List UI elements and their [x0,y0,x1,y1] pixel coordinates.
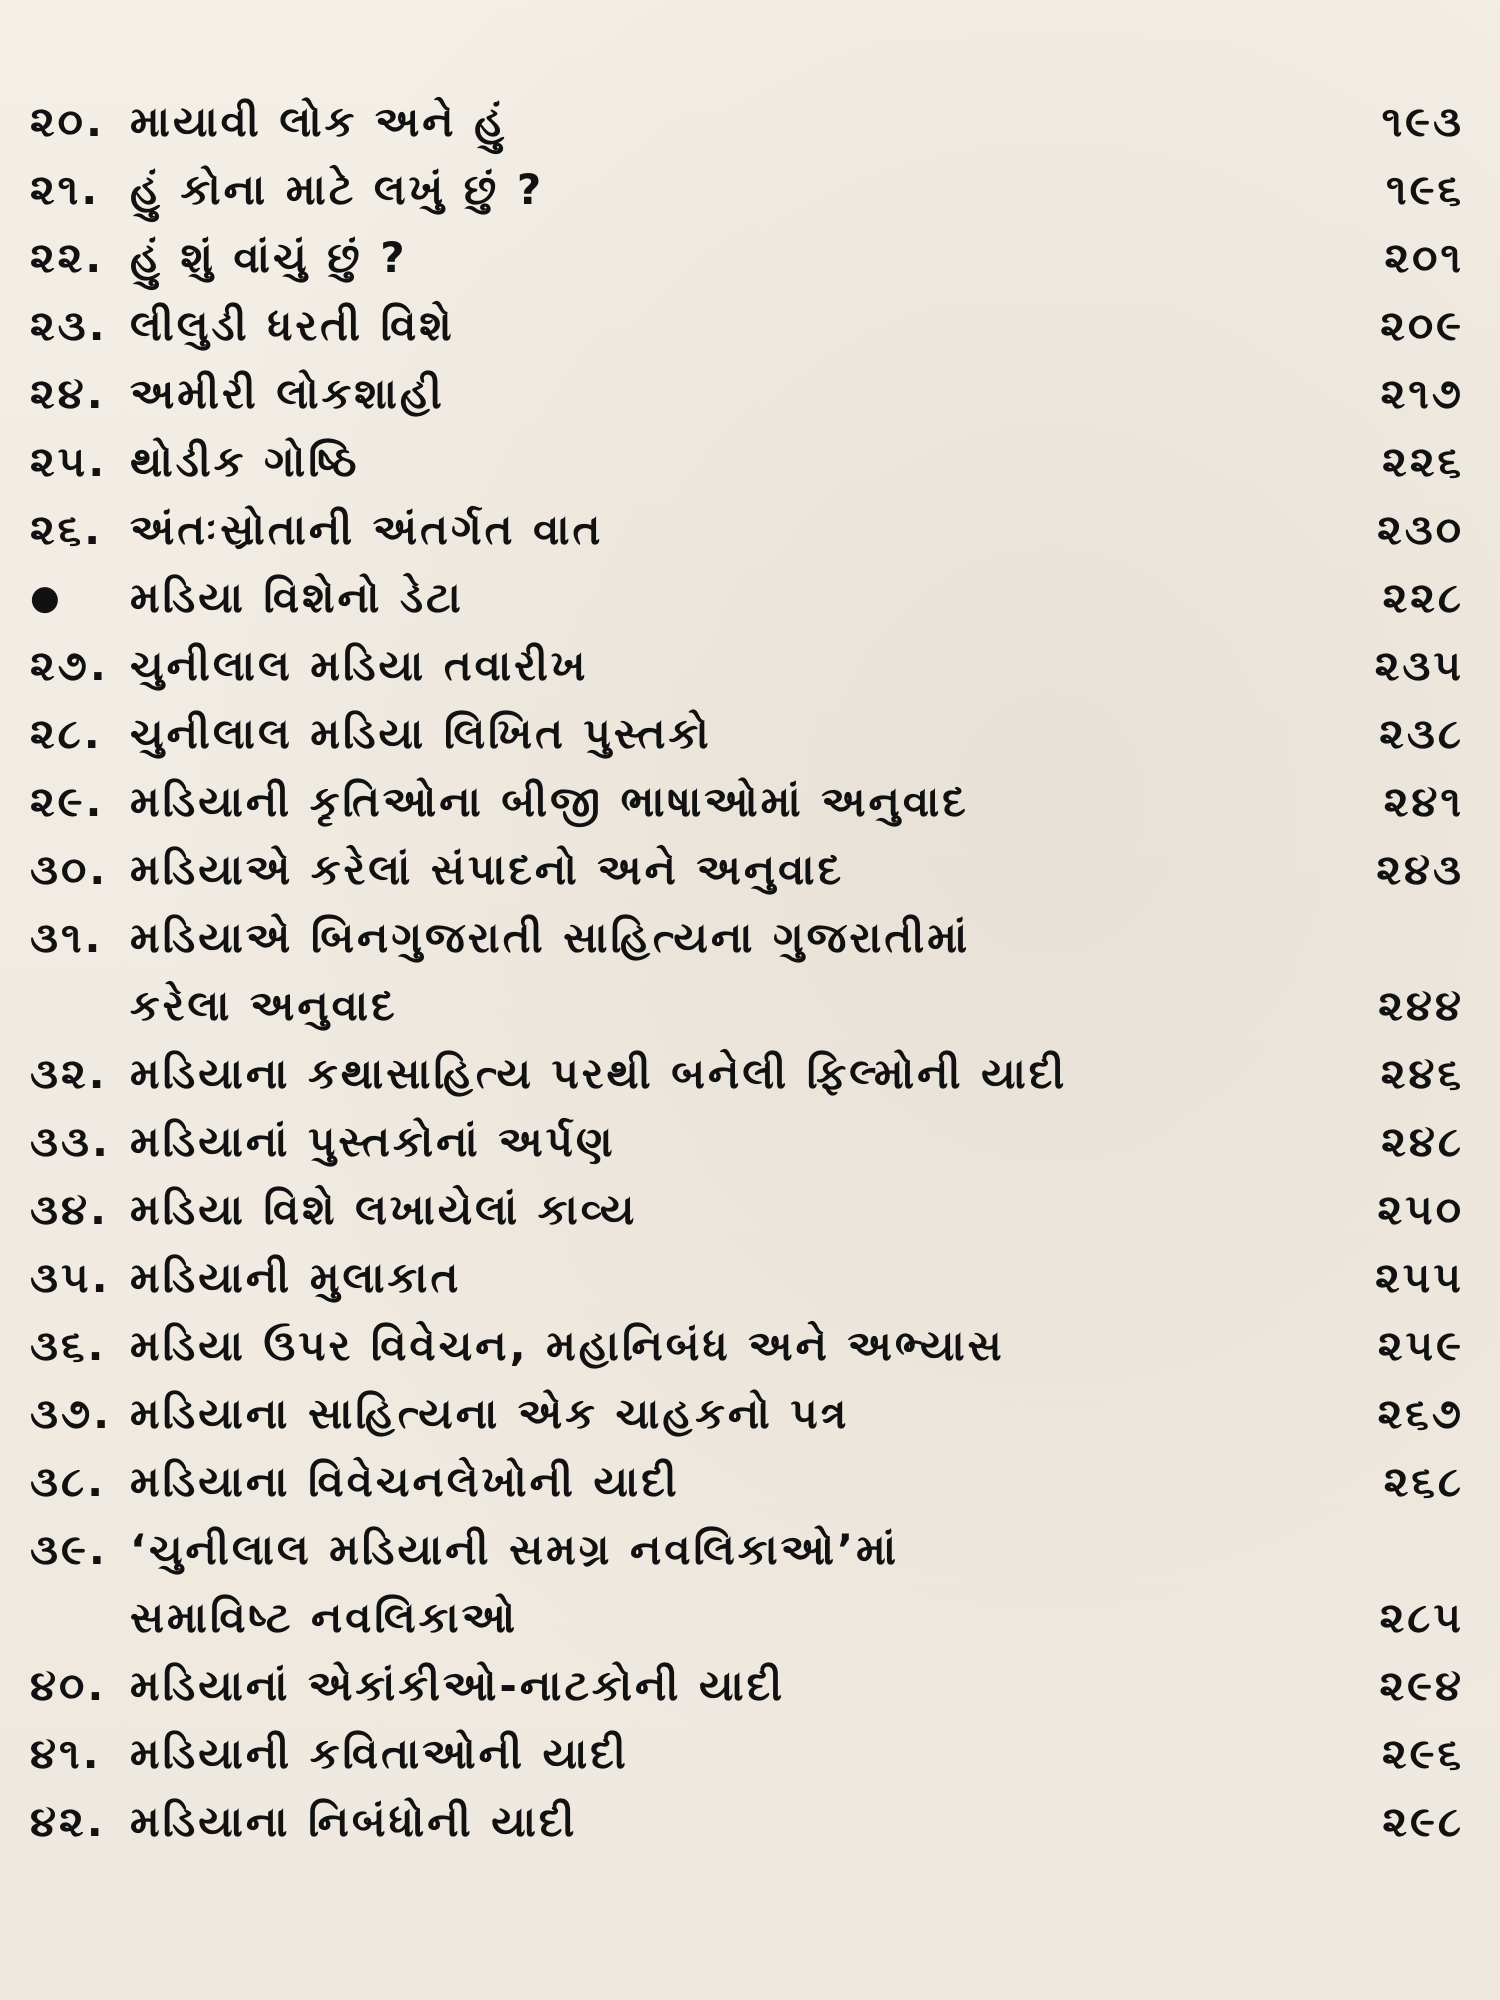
entry-title: મડિયાની મુલાકાત [130,1253,462,1302]
entry-number: ૩૧. [30,913,104,962]
toc-entry [30,1176,1470,1244]
entry-number: ૪૨. [30,1797,106,1846]
entry-body [130,1108,1470,1176]
entry-body [130,1448,1470,1516]
entry-title: મડિયાના વિવેચનલેખોની યાદી [130,1457,680,1506]
entry-title: મડિયાનાં પુસ્તકોનાં અર્પણ [130,1117,616,1166]
entry-title: સમાવિષ્ટ નવલિકાઓ [130,1593,519,1642]
entry-number: ૨૨. [30,233,105,282]
entry-title: મડિયાએ કરેલાં સંપાદનો અને અનુવાદ [130,845,845,894]
entry-body [130,564,1470,632]
entry-body [130,1788,1470,1856]
entry-body [130,156,1470,224]
entry-number: ૩૦. [30,845,109,894]
entry-number: ૨૦. [30,97,105,146]
entry-line [130,1380,1470,1448]
entry-number: ૪૦. [30,1661,107,1710]
entry-line [130,1448,1470,1516]
entry-title: હું કોના માટે લખું છું ? [130,165,545,214]
entry-page-number: ૨૨૮ [1382,573,1464,622]
entry-body [130,768,1470,836]
entry-title: લીલુડી ધરતી વિશે [130,301,455,350]
entry-line [130,1720,1470,1788]
entry-page-number: ૨૮૫ [1379,1593,1464,1642]
entry-body [130,496,1470,564]
entry-line [130,360,1470,428]
entry-body [130,88,1470,156]
toc-entry [30,768,1470,836]
entry-body [130,1380,1470,1448]
entry-body [130,1040,1470,1108]
entry-page-number: ૨૬૭ [1377,1389,1464,1438]
entry-line [130,768,1470,836]
toc-entry [30,1380,1470,1448]
entry-number: ૩૬. [30,1321,107,1370]
entry-line [130,700,1470,768]
entry-title: થોડીક ગોષ્ઠિ [130,437,360,486]
entry-number: ૩૭. [30,1389,113,1438]
entry-title: મડિયાએ બિનગુજરાતી સાહિત્યના ગુજરાતીમાં [130,913,971,962]
toc-entry [30,904,1470,1040]
entry-number: ૩૩. [30,1117,111,1166]
entry-line [130,428,1470,496]
entry-line [130,1516,1470,1584]
entry-line [130,1788,1470,1856]
entry-title: મડિયા વિશે લખાયેલાં કાવ્ય [130,1185,638,1234]
entry-page-number: ૨૩૮ [1379,709,1464,758]
toc-entry [30,156,1470,224]
entry-title: ‘ચુનીલાલ મડિયાની સમગ્ર નવલિકાઓ’માં [130,1525,900,1574]
entry-title: માયાવી લોક અને હું [130,97,508,146]
entry-number: ૨૧. [30,165,101,214]
entry-title: મડિયાની કૃતિઓના બીજી ભાષાઓમાં અનુવાદ [130,777,969,826]
entry-body [130,700,1470,768]
entry-title: મડિયાનાં એકાંકીઓ-નાટકોની યાદી [130,1661,786,1710]
entry-number: ૨૪. [30,369,106,418]
entry-number: ૩૨. [30,1049,108,1098]
entry-title: અમીરી લોકશાહી [130,369,445,418]
entry-number: ૨૭. [30,641,109,690]
toc-entry [30,1312,1470,1380]
entry-line [130,88,1470,156]
entry-line [130,972,1470,1040]
entry-title: ચુનીલાલ મડિયા લિખિત પુસ્તકો [130,709,712,758]
entry-title: મડિયાના કથાસાહિત્ય પરથી બનેલી ફિલ્મોની યાદી [130,1049,1068,1098]
entry-body [130,1176,1470,1244]
entry-body [130,1652,1470,1720]
entry-line [130,632,1470,700]
entry-page-number: ૨૪૧ [1383,777,1464,826]
entry-body [130,1516,1470,1652]
toc-entry [30,700,1470,768]
entry-number: ૩૫. [30,1253,111,1302]
entry-page-number: ૨૩૫ [1374,641,1464,690]
entry-number: ૨૬. [30,505,104,554]
entry-line [130,836,1470,904]
entry-title: અંતઃસ્રોતાની અંતર્ગત વાત [130,505,604,554]
entry-title: મડિયાની કવિતાઓની યાદી [130,1729,629,1778]
entry-body [130,1312,1470,1380]
entry-line [130,1584,1470,1652]
toc-entry [30,836,1470,904]
entry-number: ૨૫. [30,437,108,486]
toc-entry [30,632,1470,700]
toc-entry [30,1448,1470,1516]
entry-title: કરેલા અનુવાદ [130,981,398,1030]
entry-page-number: ૨૫૫ [1375,1253,1464,1302]
entry-page-number: ૨૫૦ [1377,1185,1464,1234]
entry-page-number: ૨૫૯ [1377,1321,1464,1370]
toc-bullet-entry [30,564,1470,632]
entry-body [130,632,1470,700]
toc-entry [30,428,1470,496]
toc-entry [30,1788,1470,1856]
toc-entry [30,1652,1470,1720]
entry-line [130,1652,1470,1720]
entry-page-number: ૨૧૭ [1380,369,1464,418]
entry-page-number: ૨૪૪ [1378,981,1464,1030]
entry-page-number: ૨૩૦ [1377,505,1464,554]
entry-page-number: ૨૦૧ [1384,233,1464,282]
toc-entry [30,224,1470,292]
entry-page-number: ૨૨૬ [1382,437,1464,486]
entry-page-number: ૨૪૮ [1381,1117,1464,1166]
toc-entry [30,1108,1470,1176]
entry-line [130,156,1470,224]
entry-line [130,1312,1470,1380]
entry-body [130,292,1470,360]
entry-title: મડિયાના સાહિત્યના એક ચાહકનો પત્ર [130,1389,850,1438]
entry-number: ૨૩. [30,301,108,350]
toc-entry [30,1720,1470,1788]
entry-number: ૪૧. [30,1729,102,1778]
entry-body [130,360,1470,428]
entry-title: મડિયા વિશેનો ડેટા [130,573,464,622]
bullet-icon: ● [30,578,63,618]
toc-entry [30,292,1470,360]
entry-line [130,1040,1470,1108]
entry-line [130,1176,1470,1244]
entry-page-number: ૨૪૩ [1376,845,1464,894]
toc-entry [30,1516,1470,1652]
entry-number: ૨૮. [30,709,103,758]
entry-body [130,836,1470,904]
toc-entry [30,496,1470,564]
entry-title: મડિયાના નિબંધોની યાદી [130,1797,578,1846]
entry-body [130,904,1470,1040]
entry-page-number: ૨૯૮ [1382,1797,1464,1846]
toc-entry [30,1244,1470,1312]
entry-body [130,224,1470,292]
entry-line [130,1244,1470,1312]
entry-page-number: ૨૦૯ [1380,301,1464,350]
toc-entry [30,1040,1470,1108]
table-of-contents [30,88,1470,1856]
entry-number: ૩૪. [30,1185,109,1234]
entry-page-number: ૨૯૬ [1381,1729,1464,1778]
entry-line [130,496,1470,564]
toc-entry [30,88,1470,156]
entry-line [130,292,1470,360]
toc-entry [30,360,1470,428]
entry-line [130,564,1470,632]
entry-title: ચુનીલાલ મડિયા તવારીખ [130,641,589,690]
entry-body [130,1244,1470,1312]
entry-number: ૩૯. [30,1525,108,1574]
entry-line [130,224,1470,292]
entry-page-number: ૧૯૬ [1386,165,1464,214]
entry-line [130,1108,1470,1176]
entry-title: મડિયા ઉપર વિવેચન, મહાનિબંધ અને અભ્યાસ [130,1321,1005,1370]
entry-line [130,904,1470,972]
entry-number: ૨૯. [30,777,105,826]
entry-page-number: ૧૯૩ [1381,97,1464,146]
entry-page-number: ૨૪૬ [1380,1049,1464,1098]
entry-title: હું શું વાંચું છું ? [130,233,408,282]
entry-body [130,428,1470,496]
entry-number: ૩૮. [30,1457,107,1506]
entry-body [130,1720,1470,1788]
entry-page-number: ૨૯૪ [1379,1661,1464,1710]
entry-page-number: ૨૬૮ [1383,1457,1464,1506]
